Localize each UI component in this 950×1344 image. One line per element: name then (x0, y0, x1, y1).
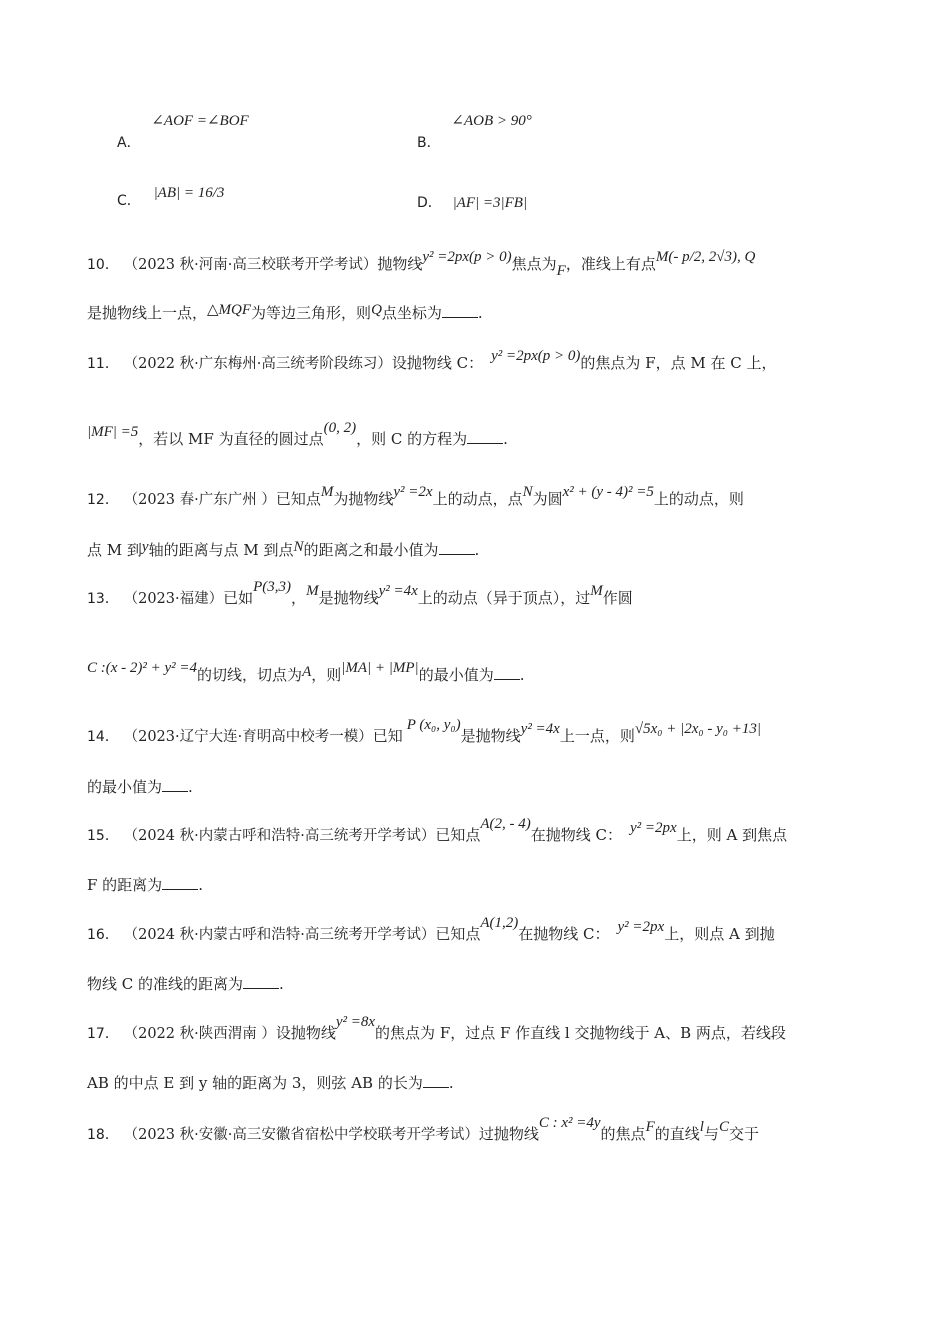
text: 上一点，则 (559, 727, 635, 745)
math: √5x₀ + |2x₀ - y₀ +13| (634, 721, 761, 737)
question-12-line-1 (87, 484, 744, 510)
question-16-line-1 (87, 915, 775, 945)
question-number: 10． (87, 257, 119, 273)
option-a (117, 113, 249, 151)
math: y² =4x (378, 583, 418, 599)
math: M(- p/2, 2√3), Q (655, 249, 756, 265)
math: C : x² =4y (538, 1115, 601, 1131)
question-source: （2023 秋·安徽·高三安徽省宿松中学校联考开学考试） (123, 1127, 479, 1143)
math: F (556, 263, 566, 279)
question-15-line-2 (87, 875, 203, 895)
question-number: 13． (87, 591, 119, 607)
text: 的距离之和最小值为 (303, 541, 439, 559)
text: 过抛物线 (478, 1125, 539, 1143)
question-14-line-2 (87, 777, 193, 797)
option-c-expr: |AB| = 16/3 (153, 185, 225, 201)
question-17-line-1 (87, 1014, 786, 1044)
math: |MF| =5 (87, 424, 139, 440)
question-number: 15． (87, 828, 119, 844)
option-d-label: D． (417, 195, 442, 211)
option-c (117, 182, 225, 209)
option-b-label: B． (417, 135, 441, 151)
math: P(3,3) (253, 579, 292, 595)
text: 抛物线 (377, 255, 423, 273)
text: 是抛物线 (318, 589, 379, 607)
question-source: （2022 秋·陕西渭南 ） (123, 1026, 276, 1042)
math: M (320, 484, 334, 500)
text: ，则 (311, 666, 342, 684)
math: M (306, 583, 319, 599)
text: 的切线，切点为 (197, 666, 303, 684)
text: 设抛物线 C： (391, 354, 484, 372)
math: A(2, - 4) (480, 816, 531, 832)
answer-blank (439, 540, 475, 555)
text: 作圆 (602, 589, 633, 607)
question-source: （2024 秋·内蒙古呼和浩特·高三统考开学考试） (123, 828, 436, 844)
text: AB 的中点 E 到 y 轴的距离为 3，则弦 AB 的长为 (87, 1074, 423, 1092)
text: ，若以 MF 为直径的圆过点 (138, 430, 324, 448)
math: x² + (y - 4)² =5 (562, 484, 654, 500)
text: 是抛物线上一点， (87, 304, 208, 322)
question-source: （2023 春·广东广州 ） (123, 492, 276, 508)
math: y² =2px (617, 919, 665, 935)
text: 上的动点，则 (653, 490, 744, 508)
text: 上，则 A 到焦点 (676, 826, 788, 844)
text: ， (291, 589, 307, 607)
answer-blank (243, 974, 279, 989)
text: ，则 C 的方程为 (356, 430, 468, 448)
math: N (522, 484, 533, 500)
text: . (279, 975, 284, 993)
math: y² =4x (520, 721, 560, 737)
text: 的直线 (654, 1125, 700, 1143)
text: 是抛物线 (460, 727, 521, 745)
text: . (188, 778, 193, 796)
question-source: （2023 秋·河南·高三校联考开学考试） (123, 257, 378, 273)
question-16-line-2 (87, 974, 284, 994)
math: |MA| + |MP| (341, 660, 419, 676)
text: . (519, 666, 525, 684)
math: y² =2px(p > 0) (422, 249, 512, 265)
text: 设抛物线 (275, 1024, 336, 1042)
answer-blank (423, 1073, 449, 1088)
question-source: （2022 秋·广东梅州·高三统考阶段练习） (123, 356, 392, 372)
text: 在抛物线 C： (530, 826, 623, 844)
answer-blank (442, 303, 478, 318)
text: 上的动点，点 (432, 490, 523, 508)
text: 交于 (728, 1125, 759, 1143)
question-number: 14． (87, 729, 119, 745)
question-number: 12． (87, 492, 119, 508)
option-a-expr: ∠AOF =∠BOF (151, 113, 249, 129)
question-source: （2024 秋·内蒙古呼和浩特·高三统考开学考试） (123, 927, 436, 943)
math: y² =2x (393, 484, 433, 500)
question-source: （2023·福建） (123, 591, 224, 607)
text: 焦点为 (511, 255, 557, 273)
question-18-line-1 (87, 1115, 759, 1145)
text: 已知 (372, 727, 403, 745)
question-17-line-2 (87, 1073, 454, 1093)
option-b (417, 113, 532, 151)
text: ，准线上有点 (565, 255, 656, 273)
text: 在抛物线 C： (518, 925, 610, 943)
math: N (293, 539, 304, 555)
text: 已知点 (275, 490, 321, 508)
text: 的焦点为 F，过点 F 作直线 l 交抛物线于 A、B 两点，若线段 (375, 1024, 786, 1042)
text: 为抛物线 (333, 490, 394, 508)
text: . (448, 1074, 454, 1092)
math: l (699, 1119, 704, 1135)
question-11-line-2 (87, 420, 508, 450)
math: C (718, 1119, 729, 1135)
text: 轴的距离与点 M 到点 (148, 541, 294, 559)
text: 已知点 (435, 826, 481, 844)
math: y (141, 539, 149, 555)
answer-blank (467, 429, 503, 444)
text: F 的距离为 (87, 876, 163, 894)
option-a-label: A． (117, 135, 141, 151)
text: 的最小值为 (418, 666, 494, 684)
text: 与 (703, 1125, 719, 1143)
question-10-line-2 (87, 303, 483, 324)
question-number: 17． (87, 1026, 119, 1042)
math: y² =2px (630, 820, 677, 836)
text: 已知点 (435, 925, 481, 943)
question-12-line-2 (87, 540, 479, 561)
text: 的最小值为 (87, 778, 163, 796)
question-number: 11． (87, 356, 119, 372)
math: P (x₀, y₀) (406, 717, 461, 733)
text: 为圆 (532, 490, 563, 508)
math: (0, 2) (323, 420, 357, 436)
math: A (302, 664, 312, 680)
math: C :(x - 2)² + y² =4 (87, 660, 198, 676)
answer-blank (494, 665, 520, 680)
answer-blank (162, 875, 198, 890)
question-13-line-1 (87, 579, 633, 609)
question-13-line-2 (87, 660, 525, 686)
question-11-line-1 (87, 348, 777, 374)
question-source: （2023·辽宁大连·育明高中校考一模） (123, 729, 373, 745)
math: y² =8x (335, 1014, 376, 1030)
option-c-label: C． (117, 193, 141, 209)
option-b-expr: ∠AOB > 90° (451, 113, 532, 129)
question-15-line-1 (87, 816, 788, 846)
question-number: 16． (87, 927, 119, 943)
text: 点坐标为 (381, 304, 442, 322)
text: 上，则点 A 到抛 (664, 925, 775, 943)
answer-blank (162, 777, 188, 792)
math: △MQF (207, 302, 252, 318)
question-10-line-1 (87, 249, 756, 279)
question-14-line-1 (87, 717, 761, 747)
text: 已如 (223, 589, 254, 607)
text: 的焦点为 F，点 M 在 C 上， (580, 354, 777, 372)
math: A(1,2) (480, 915, 519, 931)
math: F (645, 1119, 655, 1135)
text: 上的动点（异于顶点），过 (417, 589, 591, 607)
text: 为等边三角形，则 (251, 304, 372, 322)
text: 点 M 到 (87, 541, 142, 559)
question-number: 18． (87, 1127, 119, 1143)
text: . (477, 304, 483, 322)
text: . (503, 430, 508, 448)
text: 物线 C 的准线的距离为 (87, 975, 244, 993)
text: 的焦点 (600, 1125, 646, 1143)
option-d-expr: |AF| =3|FB| (452, 195, 528, 211)
option-d (417, 192, 527, 212)
text: . (474, 541, 480, 559)
math: M (590, 583, 603, 599)
math: y² =2px(p > 0) (491, 348, 581, 364)
math: Q (371, 302, 382, 318)
text: . (198, 876, 203, 894)
